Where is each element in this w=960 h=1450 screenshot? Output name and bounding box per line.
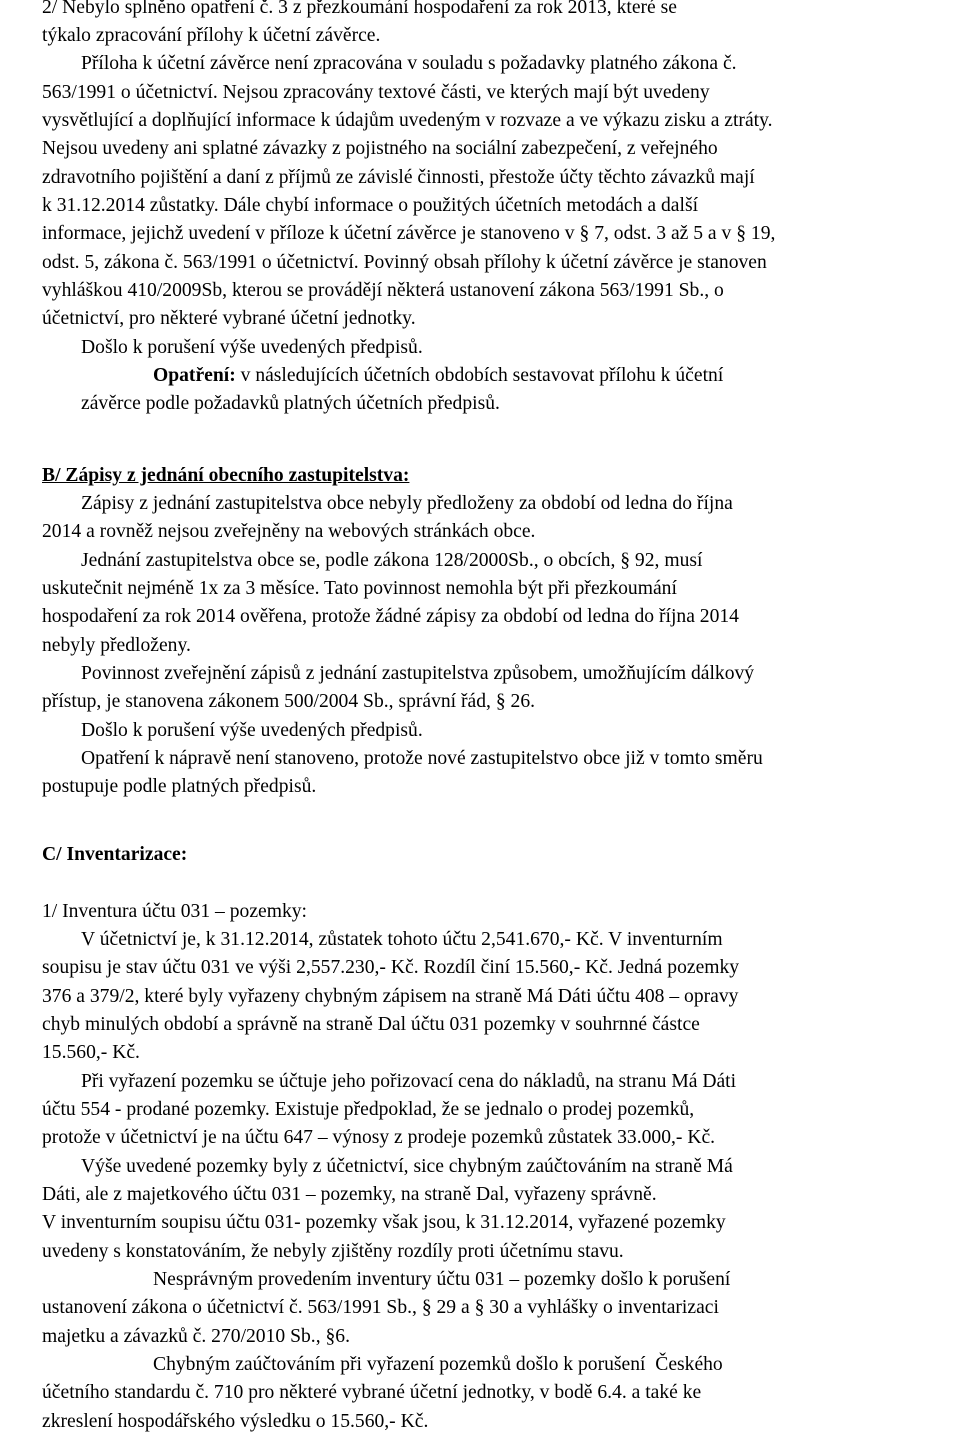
- paragraph-line: k 31.12.2014 zůstatky. Dále chybí informace o použitých účetních metodách a další: [42, 195, 699, 216]
- paragraph-line: soupisu je stav účtu 031 ve výši 2,557.230,- Kč. Rozdíl činí 15.560,- Kč. Jedná pozemky: [42, 957, 740, 978]
- paragraph-line: vysvětlující a doplňující informace k údajům uvedeným v rozvaze a ve výkazu zisku a ztráty.: [42, 110, 773, 131]
- paragraph-line: závěrce podle požadavků platných účetních předpisů.: [81, 393, 500, 414]
- paragraph-line: účtu 554 - prodané pozemky. Existuje předpoklad, že se jednalo o prodej pozemků,: [42, 1099, 695, 1120]
- paragraph-line: majetku a závazků č. 270/2010 Sb., §6.: [42, 1326, 350, 1347]
- measure-label: Opatření:: [153, 365, 236, 386]
- paragraph-line: postupuje podle platných předpisů.: [42, 776, 317, 797]
- paragraph-line: protože v účetnictví je na účtu 647 – výnosy z prodeje pozemků zůstatek 33.000,- Kč.: [42, 1127, 716, 1148]
- paragraph-line: Při vyřazení pozemku se účtuje jeho pořizovací cena do nákladů, na stranu Má Dáti: [81, 1071, 737, 1092]
- paragraph-line: Příloha k účetní závěrce není zpracována v souladu s požadavky platného zákona č.: [81, 53, 737, 74]
- paragraph-line: přístup, je stanovena zákonem 500/2004 Sb., správní řád, § 26.: [42, 691, 536, 712]
- item-2-line-1: 2/ Nebylo splněno opatření č. 3 z přezkoumání hospodaření za rok 2013, které se: [42, 0, 677, 18]
- paragraph-line: ustanovení zákona o účetnictví č. 563/1991 Sb., § 29 a § 30 a vyhlášky o inventarizaci: [42, 1297, 719, 1318]
- paragraph-line: Nejsou uvedeny ani splatné závazky z pojistného na sociální zabezpečení, z veřejného: [42, 138, 718, 159]
- paragraph-line: 15.560,- Kč.: [42, 1042, 140, 1063]
- paragraph-line: 563/1991 o účetnictví. Nejsou zpracovány textové části, ve kterých mají být uvedeny: [42, 82, 710, 103]
- section-b-heading: B/ Zápisy z jednání obecního zastupitelstva:: [42, 465, 410, 486]
- paragraph-line: informace, jejichž uvedení v příloze k účetní závěrce je stanoveno v § 7, odst. 3 až 5 a v § 19,: [42, 223, 776, 244]
- paragraph-line: 376 a 379/2, které byly vyřazeny chybným zápisem na straně Má Dáti účtu 408 – opravy: [42, 986, 739, 1007]
- paragraph-line: Chybným zaúčtováním při vyřazení pozemků došlo k porušení Českého: [153, 1354, 723, 1375]
- paragraph-line: zdravotního pojištění a daní z příjmů ze závislé činnosti, přestože účty těchto závazků mají: [42, 167, 755, 188]
- paragraph-line: V inventurním soupisu účtu 031- pozemky však jsou, k 31.12.2014, vyřazené pozemky: [42, 1212, 726, 1233]
- paragraph-line: zkreslení hospodářského výsledku o 15.560,- Kč.: [42, 1411, 429, 1432]
- paragraph-line: Povinnost zveřejnění zápisů z jednání zastupitelstva způsobem, umožňujícím dálkový: [81, 663, 755, 684]
- paragraph-line: účetního standardu č. 710 pro některé vybrané účetní jednotky, v bodě 6.4. a také ke: [42, 1382, 702, 1403]
- violation-statement: Došlo k porušení výše uvedených předpisů.: [81, 720, 423, 741]
- paragraph-line: Nesprávným provedením inventury účtu 031 – pozemky došlo k porušení: [153, 1269, 731, 1290]
- violation-statement: Došlo k porušení výše uvedených předpisů.: [81, 337, 423, 358]
- paragraph-line: uvedeny s konstatováním, že nebyly zjištěny rozdíly proti účetnímu stavu.: [42, 1241, 624, 1262]
- paragraph-line: Dáti, ale z majetkového účtu 031 – pozemky, na straně Dal, vyřazeny správně.: [42, 1184, 657, 1205]
- paragraph-line: 2014 a rovněž nejsou zveřejněny na webových stránkách obce.: [42, 521, 536, 542]
- paragraph-line: vyhláškou 410/2009Sb, kterou se provádějí některá ustanovení zákona 563/1991 Sb., o: [42, 280, 724, 301]
- item-1-title: 1/ Inventura účtu 031 – pozemky:: [42, 901, 307, 922]
- paragraph-line: Jednání zastupitelstva obce se, podle zákona 128/2000Sb., o obcích, § 92, musí: [81, 550, 703, 571]
- paragraph-line: Zápisy z jednání zastupitelstva obce nebyly předloženy za období od ledna do října: [81, 493, 733, 514]
- paragraph-line: uskutečnit nejméně 1x za 3 měsíce. Tato povinnost nemohla být při přezkoumání: [42, 578, 677, 599]
- measure-line: [153, 362, 723, 390]
- item-2-line-2: týkalo zpracování přílohy k účetní závěrce.: [42, 25, 381, 46]
- paragraph-line: Opatření k nápravě není stanoveno, protože nové zastupitelstvo obce již v tomto směru: [81, 748, 763, 769]
- section-c-heading: C/ Inventarizace:: [42, 844, 188, 865]
- paragraph-line: nebyly předloženy.: [42, 635, 191, 656]
- paragraph-line: hospodaření za rok 2014 ověřena, protože žádné zápisy za období od ledna do října 2014: [42, 606, 739, 627]
- paragraph-line: chyb minulých období a správně na straně Dal účtu 031 pozemky v souhrnné částce: [42, 1014, 700, 1035]
- paragraph-line: Výše uvedené pozemky byly z účetnictví, sice chybným zaúčtováním na straně Má: [81, 1156, 733, 1177]
- paragraph-line: odst. 5, zákona č. 563/1991 o účetnictví. Povinný obsah přílohy k účetní závěrce je stanoven: [42, 252, 767, 273]
- measure-text: v následujících účetních obdobích sestavovat přílohu k účetní: [235, 365, 724, 386]
- paragraph-line: účetnictví, pro některé vybrané účetní jednotky.: [42, 308, 416, 329]
- paragraph-line: V účetnictví je, k 31.12.2014, zůstatek tohoto účtu 2,541.670,- Kč. V inventurním: [81, 929, 723, 950]
